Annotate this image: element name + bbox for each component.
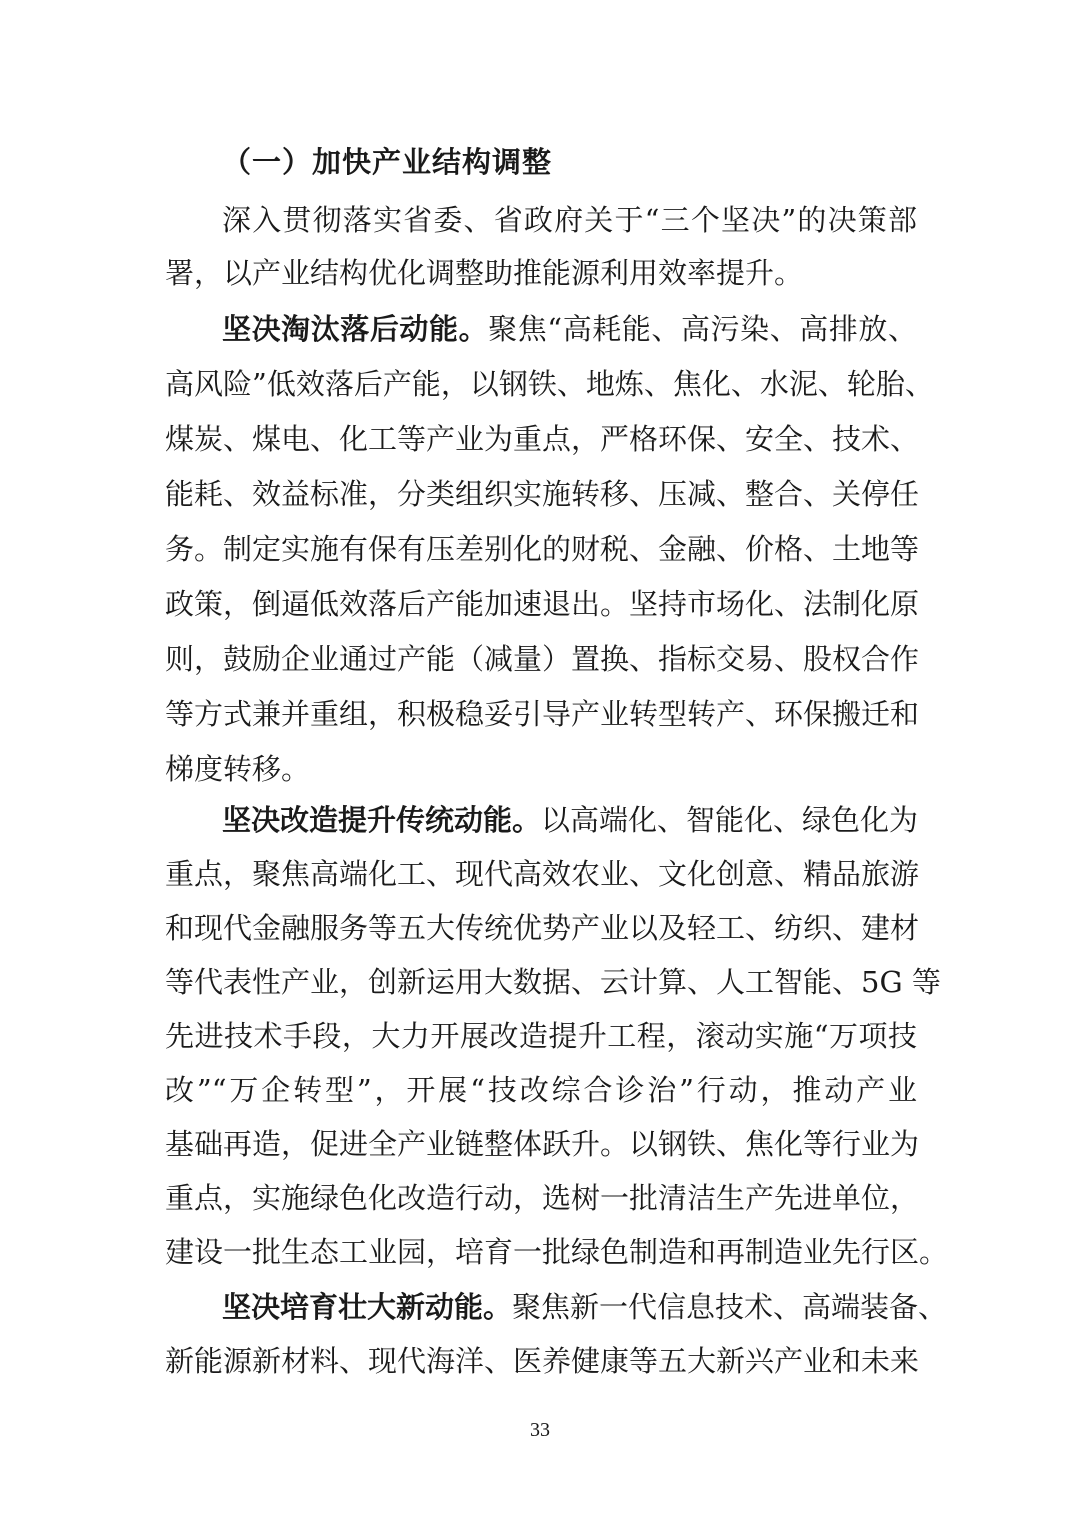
paragraph-text: 聚焦新一代信息技术、高端装备、: [512, 1290, 948, 1324]
paragraph-line: 新能源新材料、现代海洋、医养健康等五大新兴产业和未来: [165, 1344, 920, 1378]
paragraph-line: 基础再造，促进全产业链整体跃升。以钢铁、焦化等行业为: [165, 1127, 920, 1161]
paragraph-line: 政策，倒逼低效落后产能加速退出。坚持市场化、法制化原: [165, 587, 920, 621]
paragraph-line: 先进技术手段，大力开展改造提升工程，滚动实施“万项技: [165, 1019, 917, 1053]
section-heading: （一）加快产业结构调整: [222, 145, 553, 179]
paragraph-title: 坚决淘汰落后动能。: [222, 312, 489, 346]
paragraph-line: [222, 309, 917, 349]
paragraph-line: 梯度转移。: [165, 752, 311, 786]
paragraph-line: 等方式兼并重组，积极稳妥引导产业转型转产、环保搬迁和: [165, 697, 920, 731]
paragraph-line: 高风险”低效落后产能，以钢铁、地炼、焦化、水泥、轮胎、: [165, 367, 934, 401]
paragraph-title: 坚决改造提升传统动能。: [222, 803, 542, 837]
paragraph-line: 改”“万企转型”，开展“技改综合诊治”行动，推动产业: [165, 1073, 917, 1107]
paragraph-line: [222, 1287, 948, 1327]
paragraph-text: 聚焦“高耗能、高污染、高排放、: [488, 312, 917, 346]
paragraph-text: 以高端化、智能化、绿色化为: [541, 803, 919, 837]
paragraph-line: 和现代金融服务等五大传统优势产业以及轻工、纺织、建材: [165, 911, 920, 945]
paragraph-line: 重点，实施绿色化改造行动，选树一批清洁生产先进单位，: [165, 1181, 920, 1215]
paragraph-line: 建设一批生态工业园，培育一批绿色制造和再制造业先行区。: [165, 1235, 949, 1269]
page-number: 33: [530, 1419, 550, 1441]
paragraph-line: 重点，聚焦高端化工、现代高效农业、文化创意、精品旅游: [165, 857, 920, 891]
paragraph-line: 务。制定实施有保有压差别化的财税、金融、价格、土地等: [165, 532, 920, 566]
paragraph-line: 能耗、效益标准，分类组织实施转移、压减、整合、关停任: [165, 477, 920, 511]
paragraph-line: 则，鼓励企业通过产能（减量）置换、指标交易、股权合作: [165, 642, 920, 676]
paragraph-line: 煤炭、煤电、化工等产业为重点，严格环保、安全、技术、: [165, 422, 920, 456]
paragraph-line: 深入贯彻落实省委、省政府关于“三个坚决”的决策部: [222, 203, 917, 237]
paragraph-line: 等代表性产业，创新运用大数据、云计算、人工智能、5G 等: [165, 965, 941, 999]
paragraph-line: 署，以产业结构优化调整助推能源利用效率提升。: [165, 256, 804, 290]
paragraph-title: 坚决培育壮大新动能。: [222, 1290, 513, 1324]
paragraph-line: [222, 800, 917, 840]
